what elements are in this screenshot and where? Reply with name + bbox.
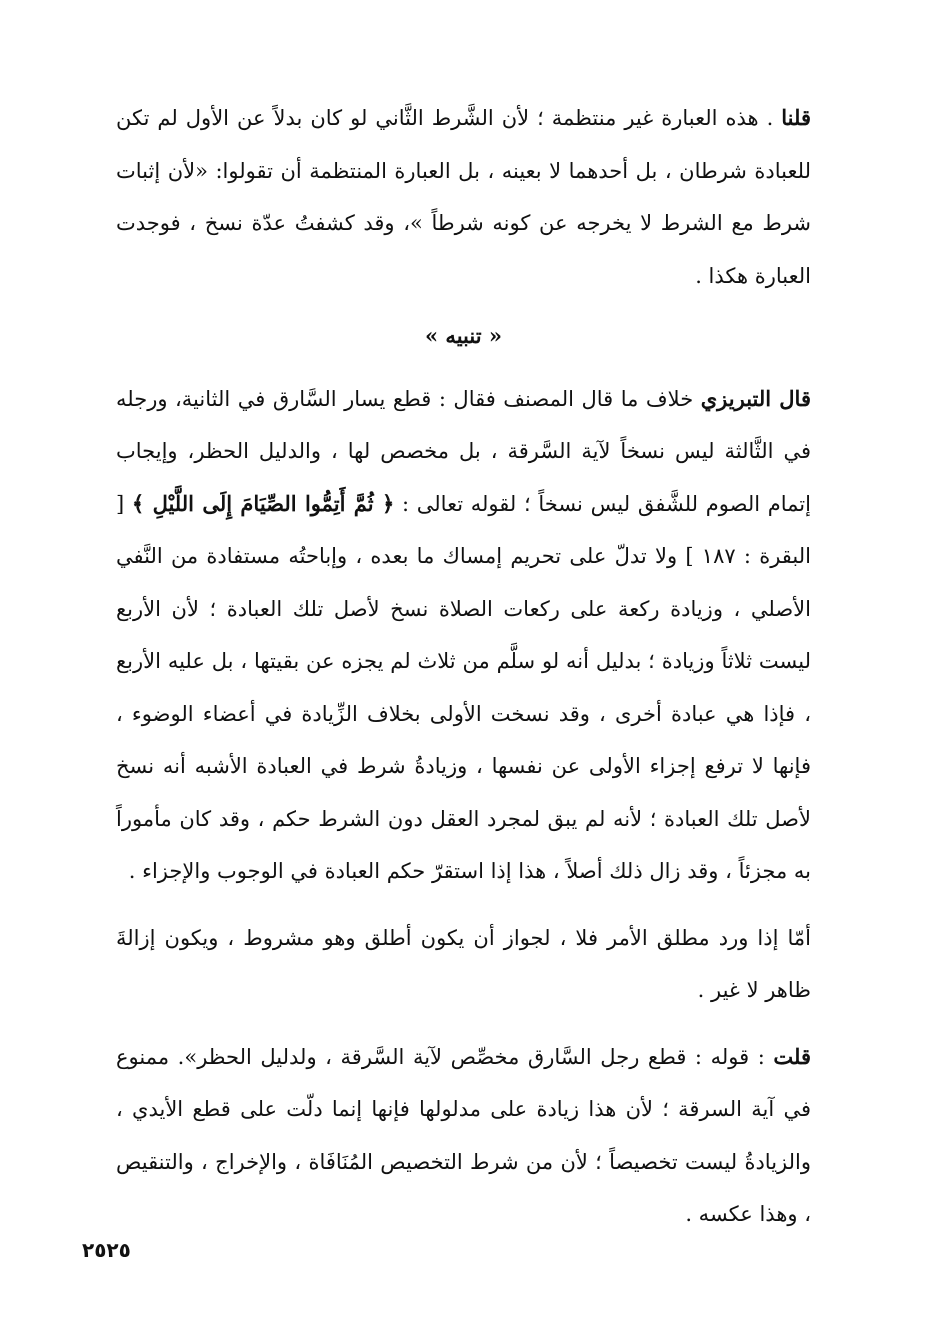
paragraph-1-lead: قلنا — [781, 105, 811, 130]
paragraph-4-text: : قوله : قطع رجل السَّارق مخصِّص لآية السَّرقة ، ولدليل الحظر». ممنوع في آية السرقة ؛ لأن هذا زيادة على مدلولها فإنها إنما دلّت على قطع الأيدي ، والزيادةُ ليست تخصيصاً ؛ لأن من شرط التخصيص المُنَافَاة ، والإخراج ، والتنقيص ، وهذا عكسه . — [116, 1044, 811, 1226]
paragraph-2-text-b: [ البقرة : ١٨٧ ] ولا تدلّ على تحريم إمساك ما بعده ، وإباحتُه مستفادة من النَّفي الأصلي ، وزيادة ركعة على ركعات الصلاة نسخ لأصل تلك العبادة ؛ لأن الأربع ليست ثلاثاً وزيادة ؛ بدليل أنه لو سلَّم من ثلاث لم يجزه عن بقيتها ، بل عليه الأربع ، فإذا هي عبادة أخرى ، وقد نسخت الأولى بخلاف الزِّيادة في أعضاء الوضوء ، فإنها لا ترفع إجزاء الأولى عن نفسها ، وزيادةُ شرط في العبادة الأشبه أنه نسخ لأصل تلك العبادة ؛ لأنه لم يبق لمجرد العقل دون الشرط حكم ، وقد كان مأموراً به مجزئاً ، وقد زال ذلك أصلاً ، هذا إذا استقرّ حكم العبادة في الوجوب والإجزاء . — [116, 491, 811, 883]
paragraph-4-lead: قلت — [773, 1043, 811, 1069]
section-heading: « تنبيه » — [425, 323, 502, 348]
paragraph-2-text-a: خلاف ما قال المصنف فقال : قطع يسار السَّارق في الثانية، ورجله في الثَّالثة ليس نسخاً لآية السَّرقة ، بل مخصص لها ، والدليل الحظر، وإيجاب إتمام الصوم للشَّفق ليس نسخاً ؛ لقوله تعالى : — [116, 386, 811, 516]
paragraph-2-lead: قال التبريزي — [700, 385, 811, 411]
paragraph-3-text: أمّا إذا ورد مطلق الأمر فلا ، لجواز أن يكون أطلق وهو مشروط ، ويكون إزالةَ ظاهر لا غير . — [116, 925, 811, 1002]
paragraph-1-text: . هذه العبارة غير منتظمة ؛ لأن الشَّرط الثَّاني لو كان بدلاً عن الأول لم تكن للعبادة شرطان ، بل أحدهما لا بعينه ، بل العبارة المنتظمة أن تقولوا: «لأن إثبات شرط مع الشرط لا يخرجه عن كونه شرطاً »، وقد كشفتُ عدّة نسخ ، فوجدت العبارة هكذا . — [116, 106, 811, 288]
paragraph-3 — [116, 912, 811, 1017]
paragraph-4 — [116, 1031, 811, 1241]
paragraph-1 — [116, 92, 811, 302]
page-number: ٢٥٢٥ — [82, 1238, 131, 1262]
quran-verse: ﴿ ثُمَّ أَتِمُّوا الصِّيَامَ إِلَى اللَّيْلِ ﴾ — [131, 490, 395, 516]
page-body — [116, 92, 811, 1241]
paragraph-2 — [116, 373, 811, 898]
